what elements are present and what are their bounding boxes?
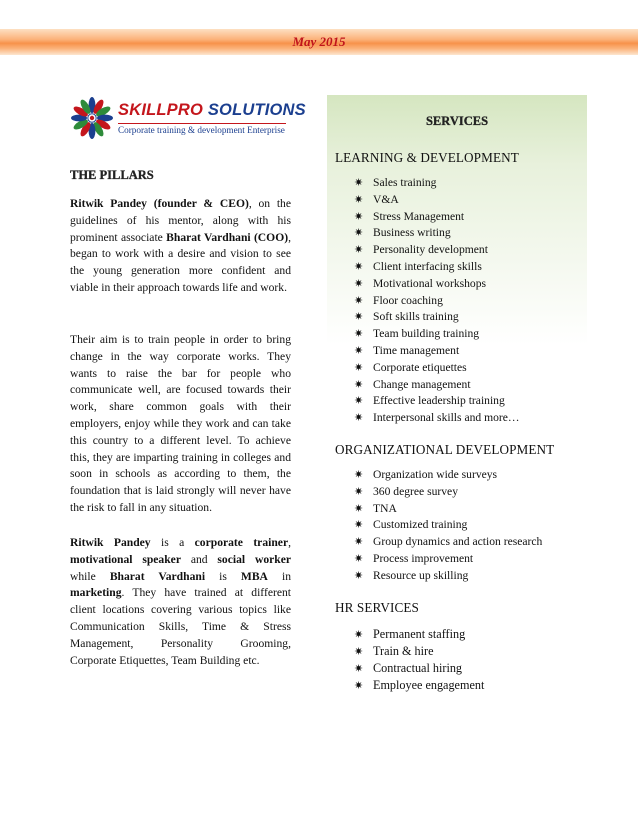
- issue-date: May 2015: [292, 34, 346, 49]
- service-item-label: Corporate etiquettes: [373, 360, 467, 374]
- service-item-label: Contractual hiring: [373, 661, 463, 675]
- asterisk-bullet-icon: ✷: [354, 293, 364, 307]
- asterisk-bullet-icon: ✷: [354, 484, 364, 498]
- role-motivational-speaker: motivational speaker: [70, 552, 181, 566]
- company-logo: [70, 96, 306, 140]
- learning-development-list: [354, 175, 520, 427]
- organizational-development-heading: ORGANIZATIONAL DEVELOPMENT: [335, 442, 555, 457]
- asterisk-bullet-icon: ✷: [354, 360, 364, 374]
- hr-services-list: [354, 626, 484, 694]
- service-item: [354, 192, 520, 209]
- service-item-label: TNA: [373, 501, 397, 515]
- service-item: [354, 467, 542, 484]
- service-item: [354, 360, 520, 377]
- service-item: [354, 377, 520, 394]
- service-item-label: Stress Management: [373, 209, 465, 223]
- service-item: [354, 501, 542, 518]
- field-marketing: marketing: [70, 586, 122, 600]
- asterisk-bullet-icon: ✷: [354, 209, 364, 223]
- service-item-label: 360 degree survey: [373, 484, 458, 498]
- asterisk-bullet-icon: ✷: [354, 394, 364, 408]
- service-item: [354, 209, 520, 226]
- service-item: [354, 326, 520, 343]
- service-item: [354, 551, 542, 568]
- learning-development-heading: LEARNING & DEVELOPMENT: [335, 150, 519, 165]
- service-item: [354, 484, 542, 501]
- service-item-label: Organization wide surveys: [373, 468, 498, 481]
- asterisk-bullet-icon: ✷: [354, 276, 364, 290]
- para3-text: and: [180, 552, 218, 566]
- asterisk-bullet-icon: ✷: [354, 518, 364, 532]
- asterisk-bullet-icon: ✷: [354, 468, 364, 481]
- service-item-label: Team building training: [373, 327, 480, 341]
- service-item-label: Floor coaching: [373, 293, 443, 307]
- service-item-label: Effective leadership training: [373, 394, 505, 408]
- logo-tagline: Corporate training & development Enterprise: [118, 125, 285, 135]
- logo-wordmark: [118, 101, 306, 120]
- asterisk-bullet-icon: ✷: [354, 310, 364, 324]
- service-item-label: Process improvement: [373, 551, 474, 565]
- service-item-label: Group dynamics and action research: [373, 535, 543, 549]
- asterisk-bullet-icon: ✷: [354, 645, 364, 658]
- asterisk-bullet-icon: ✷: [354, 535, 364, 549]
- role-social-worker: social worker: [217, 552, 291, 566]
- asterisk-bullet-icon: ✷: [354, 226, 364, 240]
- hr-services-heading: HR SERVICES: [335, 600, 419, 615]
- service-item: [354, 643, 484, 660]
- service-item: [354, 517, 542, 534]
- service-item: [354, 309, 520, 326]
- trainer-name: Ritwik Pandey: [70, 536, 151, 549]
- service-item-label: Business writing: [373, 226, 451, 240]
- service-item: [354, 626, 484, 643]
- service-item: [354, 276, 520, 293]
- service-item: [354, 343, 520, 360]
- para1-text-a: , on the guidelines of his mentor, along with his prominent associate: [70, 197, 291, 244]
- service-item: [354, 225, 520, 242]
- organizational-development-list: [354, 467, 542, 585]
- asterisk-bullet-icon: ✷: [354, 176, 364, 189]
- service-item: [354, 534, 542, 551]
- pillars-heading: THE PILLARS: [70, 168, 154, 182]
- service-item: [354, 677, 484, 694]
- asterisk-bullet-icon: ✷: [354, 343, 364, 357]
- logo-name-part1: SKILLPRO: [118, 101, 204, 119]
- para3-text: in: [267, 569, 292, 583]
- service-item: [354, 393, 520, 410]
- service-item-label: Permanent staffing: [373, 627, 466, 641]
- para3-text: is a: [150, 536, 195, 549]
- service-item: [354, 568, 542, 585]
- asterisk-bullet-icon: ✷: [354, 243, 364, 257]
- pillars-paragraph-2: Their aim is to train people in order to bring change in the way corporate works. They wants to raise the bar for people who communicate well, are focused towards their work, share common goals with their employers, enjoy while they work and can take this country to a different level. To achieve this, they are imparting training in colleges and soon in schools as according to them, the foundation that is laid strongly will never have the risk to fall in any situation.: [70, 333, 291, 514]
- service-item-label: V&A: [373, 192, 399, 206]
- service-item-label: Train & hire: [373, 644, 434, 658]
- asterisk-bullet-icon: ✷: [354, 259, 364, 273]
- coo-name: Bharat Vardhani (COO): [166, 230, 289, 244]
- service-item: [354, 660, 484, 677]
- asterisk-bullet-icon: ✷: [354, 551, 364, 565]
- logo-name-part2: SOLUTIONS: [207, 101, 306, 119]
- para3-text: . They have trained at different client locations covering various topics like Communication Skills, Time & Stress Management, Personality Grooming, Corporate Etiquettes, Team Building etc.: [70, 586, 291, 667]
- asterisk-bullet-icon: ✷: [354, 662, 364, 675]
- service-item-label: Sales training: [373, 176, 437, 189]
- associate-name: Bharat Vardhani: [109, 569, 206, 583]
- service-item-label: Interpersonal skills and more…: [373, 411, 520, 425]
- asterisk-bullet-icon: ✷: [354, 501, 364, 515]
- service-item: [354, 175, 520, 192]
- degree-mba: MBA: [240, 569, 268, 583]
- service-item: [354, 242, 520, 259]
- pillars-paragraph-3: [70, 535, 291, 669]
- service-item-label: Personality development: [373, 243, 488, 257]
- service-item-label: Change management: [373, 377, 471, 391]
- service-item-label: Motivational workshops: [373, 276, 487, 290]
- para1-text-b: , began to work with a desire and vision to see the young generation more confident and viable in their approach towards life and work.: [70, 230, 291, 294]
- asterisk-bullet-icon: ✷: [354, 192, 364, 206]
- asterisk-bullet-icon: ✷: [354, 377, 364, 391]
- service-item: [354, 410, 520, 427]
- service-item-label: Customized training: [373, 518, 468, 532]
- asterisk-bullet-icon: ✷: [354, 327, 364, 341]
- asterisk-bullet-icon: ✷: [354, 628, 364, 641]
- para3-text: is: [205, 569, 241, 583]
- pillars-paragraph-1: [70, 196, 291, 297]
- para3-text: ,: [288, 536, 291, 549]
- logo-flower-icon: [70, 96, 114, 140]
- asterisk-bullet-icon: ✷: [354, 411, 364, 425]
- para3-text: while: [70, 569, 110, 583]
- service-item: [354, 293, 520, 310]
- services-title: SERVICES: [425, 114, 489, 128]
- service-item-label: Employee engagement: [373, 678, 485, 692]
- asterisk-bullet-icon: ✷: [354, 679, 364, 692]
- service-item-label: Client interfacing skills: [373, 259, 482, 273]
- service-item-label: Time management: [373, 343, 460, 357]
- role-corporate-trainer: corporate trainer: [194, 536, 289, 549]
- founder-name: Ritwik Pandey (founder & CEO): [70, 197, 249, 210]
- service-item-label: Resource up skilling: [373, 568, 469, 582]
- asterisk-bullet-icon: ✷: [354, 568, 364, 582]
- service-item-label: Soft skills training: [373, 310, 459, 324]
- service-item: [354, 259, 520, 276]
